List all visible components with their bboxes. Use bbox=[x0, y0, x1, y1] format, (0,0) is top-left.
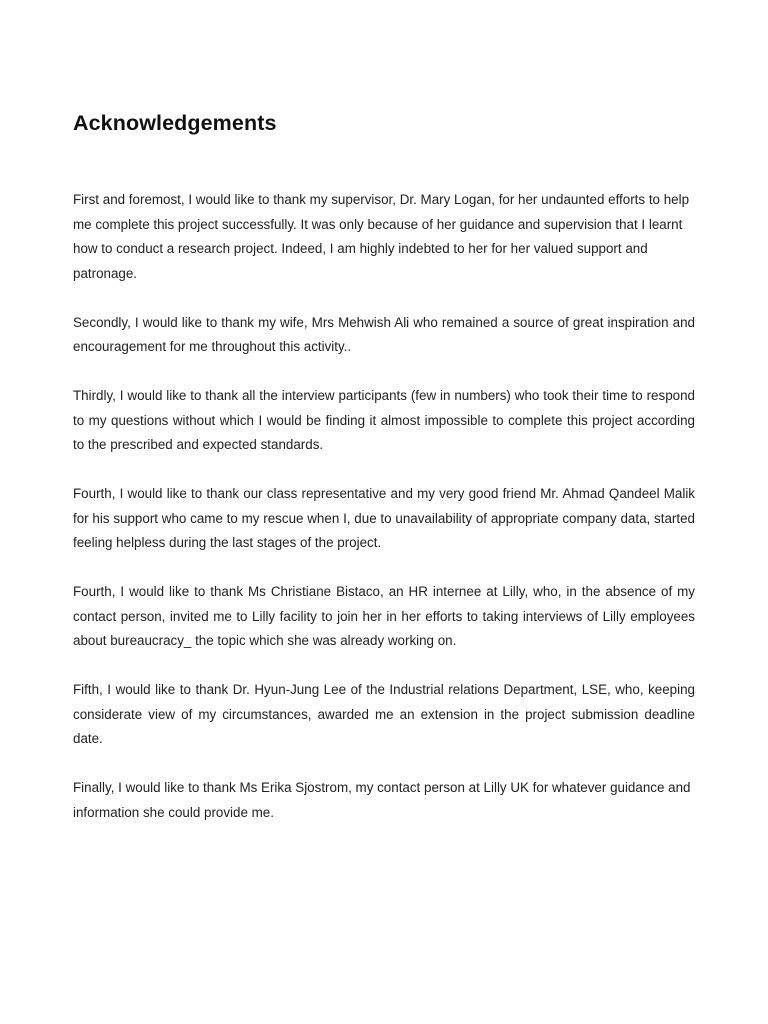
document-body bbox=[73, 188, 695, 850]
paragraph-contact-person: Finally, I would like to thank Ms Erika Sjostrom, my contact person at Lilly UK for whatever guidance and information she could provide me. bbox=[73, 780, 691, 820]
paragraph-lse: Fifth, I would like to thank Dr. Hyun-Jung Lee of the Industrial relations Department, LSE, who, keeping considerate view of my circumstances, awarded me an extension in the project submission deadline date. bbox=[73, 682, 695, 746]
page-title: Acknowledgements bbox=[73, 111, 277, 135]
paragraph-participants: Thirdly, I would like to thank all the interview participants (few in numbers) who took their time to respond to my questions without which I would be finding it almost impossible to complete this project according to the prescribed and expected standards. bbox=[73, 388, 695, 452]
paragraph-supervisor: First and foremost, I would like to thank my supervisor, Dr. Mary Logan, for her undaunted efforts to help me complete this project successfully. It was only because of her guidance and supervision that I learnt how to conduct a research project. Indeed, I am highly indebted to her for her valued support and patronage. bbox=[73, 192, 690, 281]
paragraph-wife: Secondly, I would like to thank my wife, Mrs Mehwish Ali who remained a source of great inspiration and encouragement for me throughout this activity.. bbox=[73, 314, 695, 354]
paragraph-class-representative: Fourth, I would like to thank our class representative and my very good friend Mr. Ahmad Qandeel Malik for his support who came to my rescue when I, due to unavailability of appropriate company data, started feeling helpless during the last stages of the project. bbox=[73, 486, 695, 550]
paragraph-hr-internee: Fourth, I would like to thank Ms Christiane Bistaco, an HR internee at Lilly, who, in the absence of my contact person, invited me to Lilly facility to join her in her efforts to taking interviews of Lilly employees about bureaucracy_ the topic which she was already working on. bbox=[73, 584, 695, 648]
